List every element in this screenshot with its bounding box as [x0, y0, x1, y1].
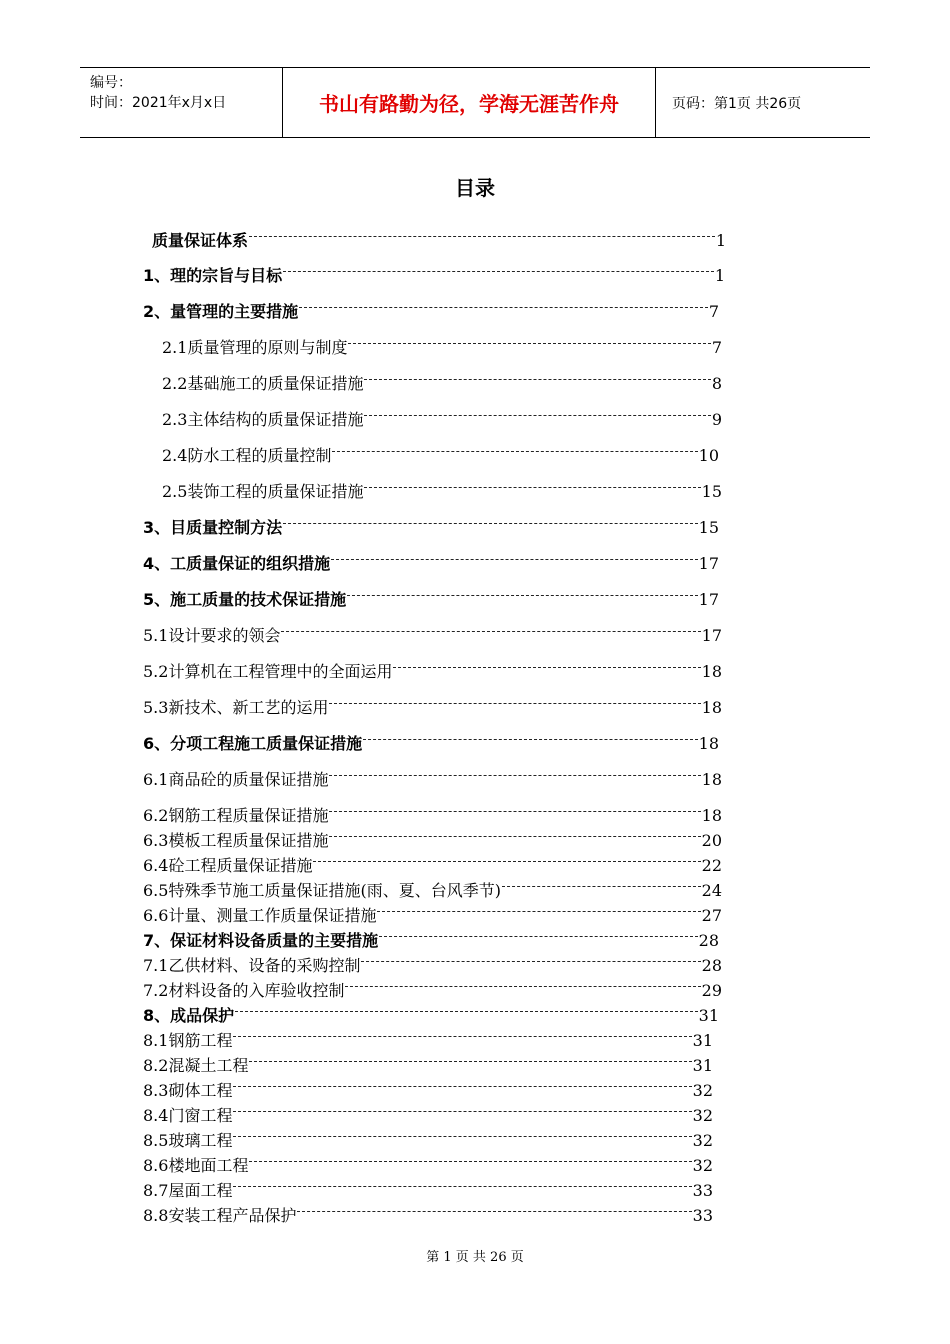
toc-entry[interactable] — [143, 949, 722, 975]
toc-entry[interactable] — [143, 1074, 713, 1100]
toc-leader — [332, 439, 697, 461]
toc-entry-page: 18 — [701, 662, 722, 681]
toc-entry[interactable] — [162, 367, 722, 393]
toc-entry-label: 6、分项工程施工质量保证措施 — [143, 734, 363, 753]
toc-entry-page: 1 — [714, 266, 725, 285]
toc-entry[interactable] — [162, 475, 722, 501]
toc-entry[interactable] — [143, 259, 725, 285]
toc-entry-label: 1、理的宗旨与目标 — [143, 266, 283, 285]
toc-entry-page: 15 — [701, 482, 722, 501]
toc-leader — [363, 727, 698, 749]
toc-entry-label: 8.2混凝土工程 — [143, 1056, 249, 1075]
toc-leader — [329, 799, 700, 821]
toc-leader — [283, 511, 698, 533]
toc-entry[interactable] — [143, 547, 719, 573]
toc-entry-label: 7.1乙供材料、设备的采购控制 — [143, 956, 361, 975]
toc-entry[interactable] — [143, 1099, 713, 1125]
toc-leader — [347, 583, 698, 605]
toc-entry[interactable] — [162, 439, 719, 465]
toc-entry-label: 4、工质量保证的组织措施 — [143, 554, 331, 573]
toc-leader — [379, 924, 698, 946]
toc-leader — [299, 295, 708, 317]
toc-entry-page: 7 — [711, 338, 722, 357]
toc-leader — [364, 367, 710, 389]
toc-leader — [364, 403, 710, 425]
toc-entry[interactable] — [143, 1124, 713, 1150]
toc-entry-label: 2.4防水工程的质量控制 — [162, 446, 332, 465]
toc-leader — [348, 331, 710, 353]
document-date: 时间：2021年x月x日 — [90, 95, 227, 111]
toc-entry-page: 33 — [692, 1206, 713, 1225]
toc-entry-page: 7 — [708, 302, 719, 321]
toc-entry-page: 32 — [692, 1106, 713, 1125]
toc-entry-page: 32 — [692, 1081, 713, 1100]
toc-leader — [233, 1174, 691, 1196]
toc-entry[interactable] — [143, 619, 722, 645]
toc-entry-label: 6.2钢筋工程质量保证措施 — [143, 806, 329, 825]
toc-entry-label: 8.3砌体工程 — [143, 1081, 233, 1100]
toc-entry-label: 8.7屋面工程 — [143, 1181, 233, 1200]
toc-leader — [393, 655, 700, 677]
toc-leader — [329, 691, 700, 713]
toc-entry-page: 1 — [715, 231, 726, 250]
toc-entry-label: 8.6楼地面工程 — [143, 1156, 249, 1175]
toc-entry[interactable] — [152, 224, 726, 250]
toc-entry-page: 31 — [692, 1031, 713, 1050]
toc-entry-label: 6.5特殊季节施工质量保证措施(雨、夏、台风季节) — [143, 881, 501, 900]
toc-entry[interactable] — [143, 295, 719, 321]
toc-entry[interactable] — [143, 1049, 713, 1075]
toc-entry-page: 31 — [692, 1056, 713, 1075]
toc-entry-label: 6.4砼工程质量保证措施 — [143, 856, 313, 875]
toc-leader — [233, 1124, 691, 1146]
toc-entry-page: 15 — [698, 518, 719, 537]
toc-entry[interactable] — [143, 1174, 713, 1200]
toc-entry-page: 24 — [701, 881, 722, 900]
toc-leader — [281, 619, 700, 641]
toc-entry-page: 31 — [698, 1006, 719, 1025]
toc-entry-page: 18 — [701, 770, 722, 789]
toc-entry-page: 9 — [711, 410, 722, 429]
toc-entry-label: 质量保证体系 — [152, 231, 249, 250]
toc-entry[interactable] — [143, 899, 722, 925]
toc-entry-label: 6.3模板工程质量保证措施 — [143, 831, 329, 850]
toc-entry[interactable] — [162, 331, 722, 357]
toc-leader — [233, 1099, 691, 1121]
toc-entry[interactable] — [162, 403, 722, 429]
toc-entry-page: 27 — [701, 906, 722, 925]
toc-entry[interactable] — [143, 974, 722, 1000]
toc-entry-label: 3、目质量控制方法 — [143, 518, 283, 537]
toc-entry[interactable] — [143, 691, 722, 717]
page-title: 目录 — [455, 176, 495, 200]
toc-entry-label: 5.1设计要求的领会 — [143, 626, 281, 645]
toc-entry[interactable] — [143, 799, 722, 825]
toc-leader — [283, 259, 714, 281]
toc-leader — [233, 1024, 691, 1046]
toc-entry-page: 18 — [701, 698, 722, 717]
toc-entry[interactable] — [143, 924, 719, 950]
toc-entry[interactable] — [143, 1149, 713, 1175]
document-number-label: 编号： — [90, 75, 132, 91]
toc-entry-label: 5.3新技术、新工艺的运用 — [143, 698, 329, 717]
toc-entry-label: 8.1钢筋工程 — [143, 1031, 233, 1050]
toc-entry-page: 17 — [698, 554, 719, 573]
toc-entry-page: 28 — [698, 931, 719, 950]
toc-leader — [249, 1149, 691, 1171]
toc-entry-page: 22 — [701, 856, 722, 875]
toc-leader — [377, 899, 700, 921]
toc-entry-page: 28 — [701, 956, 722, 975]
toc-entry-label: 2.1质量管理的原则与制度 — [162, 338, 348, 357]
page-footer: 第 1 页 共 26 页 — [426, 1250, 524, 1265]
toc-entry[interactable] — [143, 583, 719, 609]
toc-leader — [331, 547, 698, 569]
toc-entry-page: 32 — [692, 1156, 713, 1175]
toc-entry[interactable] — [143, 999, 719, 1025]
toc-entry-label: 7.2材料设备的入库验收控制 — [143, 981, 345, 1000]
toc-leader — [297, 1199, 691, 1221]
toc-leader — [345, 974, 700, 996]
toc-entry-label: 8、成品保护 — [143, 1006, 235, 1025]
toc-entry-page: 18 — [701, 806, 722, 825]
toc-entry-label: 2.2基础施工的质量保证措施 — [162, 374, 364, 393]
toc-entry-page: 8 — [711, 374, 722, 393]
toc-entry[interactable] — [143, 1199, 713, 1225]
toc-entry[interactable] — [143, 727, 719, 753]
toc-leader — [313, 849, 700, 871]
toc-entry-page: 17 — [701, 626, 722, 645]
toc-entry[interactable] — [143, 874, 722, 900]
toc-entry-label: 2、量管理的主要措施 — [143, 302, 299, 321]
toc-entry-page: 20 — [701, 831, 722, 850]
toc-entry-label: 5、施工质量的技术保证措施 — [143, 590, 347, 609]
toc-entry[interactable] — [143, 511, 719, 537]
toc-leader — [329, 824, 700, 846]
toc-entry-page: 17 — [698, 590, 719, 609]
toc-entry[interactable] — [143, 824, 722, 850]
toc-entry-label: 6.1商品砼的质量保证措施 — [143, 770, 329, 789]
toc-leader — [235, 999, 698, 1021]
toc-entry-label: 6.6计量、测量工作质量保证措施 — [143, 906, 377, 925]
toc-leader — [361, 949, 700, 971]
toc-entry-page: 18 — [698, 734, 719, 753]
toc-leader — [249, 224, 715, 246]
toc-entry-page: 32 — [692, 1131, 713, 1150]
toc-leader — [329, 763, 700, 785]
toc-entry[interactable] — [143, 655, 722, 681]
toc-entry-label: 2.5装饰工程的质量保证措施 — [162, 482, 364, 501]
toc-leader — [502, 874, 701, 896]
toc-entry[interactable] — [143, 763, 722, 789]
toc-entry-label: 5.2计算机在工程管理中的全面运用 — [143, 662, 393, 681]
toc-entry-label: 2.3主体结构的质量保证措施 — [162, 410, 364, 429]
page-info-text: 页码：第1页 共26页 — [672, 95, 802, 112]
toc-entry-page: 10 — [698, 446, 719, 465]
toc-leader — [233, 1074, 691, 1096]
toc-leader — [249, 1049, 691, 1071]
toc-leader — [364, 475, 700, 497]
toc-entry[interactable] — [143, 1024, 713, 1050]
toc-entry-label: 7、保证材料设备质量的主要措施 — [143, 931, 379, 950]
header-motto: 书山有路勤为径，学海无涯苦作舟 — [282, 68, 656, 137]
toc-entry-page: 29 — [701, 981, 722, 1000]
toc-entry-label: 8.8安装工程产品保护 — [143, 1206, 297, 1225]
toc-entry-label: 8.4门窗工程 — [143, 1106, 233, 1125]
toc-entry[interactable] — [143, 849, 722, 875]
toc-entry-label: 8.5玻璃工程 — [143, 1131, 233, 1150]
toc-entry-page: 33 — [692, 1181, 713, 1200]
